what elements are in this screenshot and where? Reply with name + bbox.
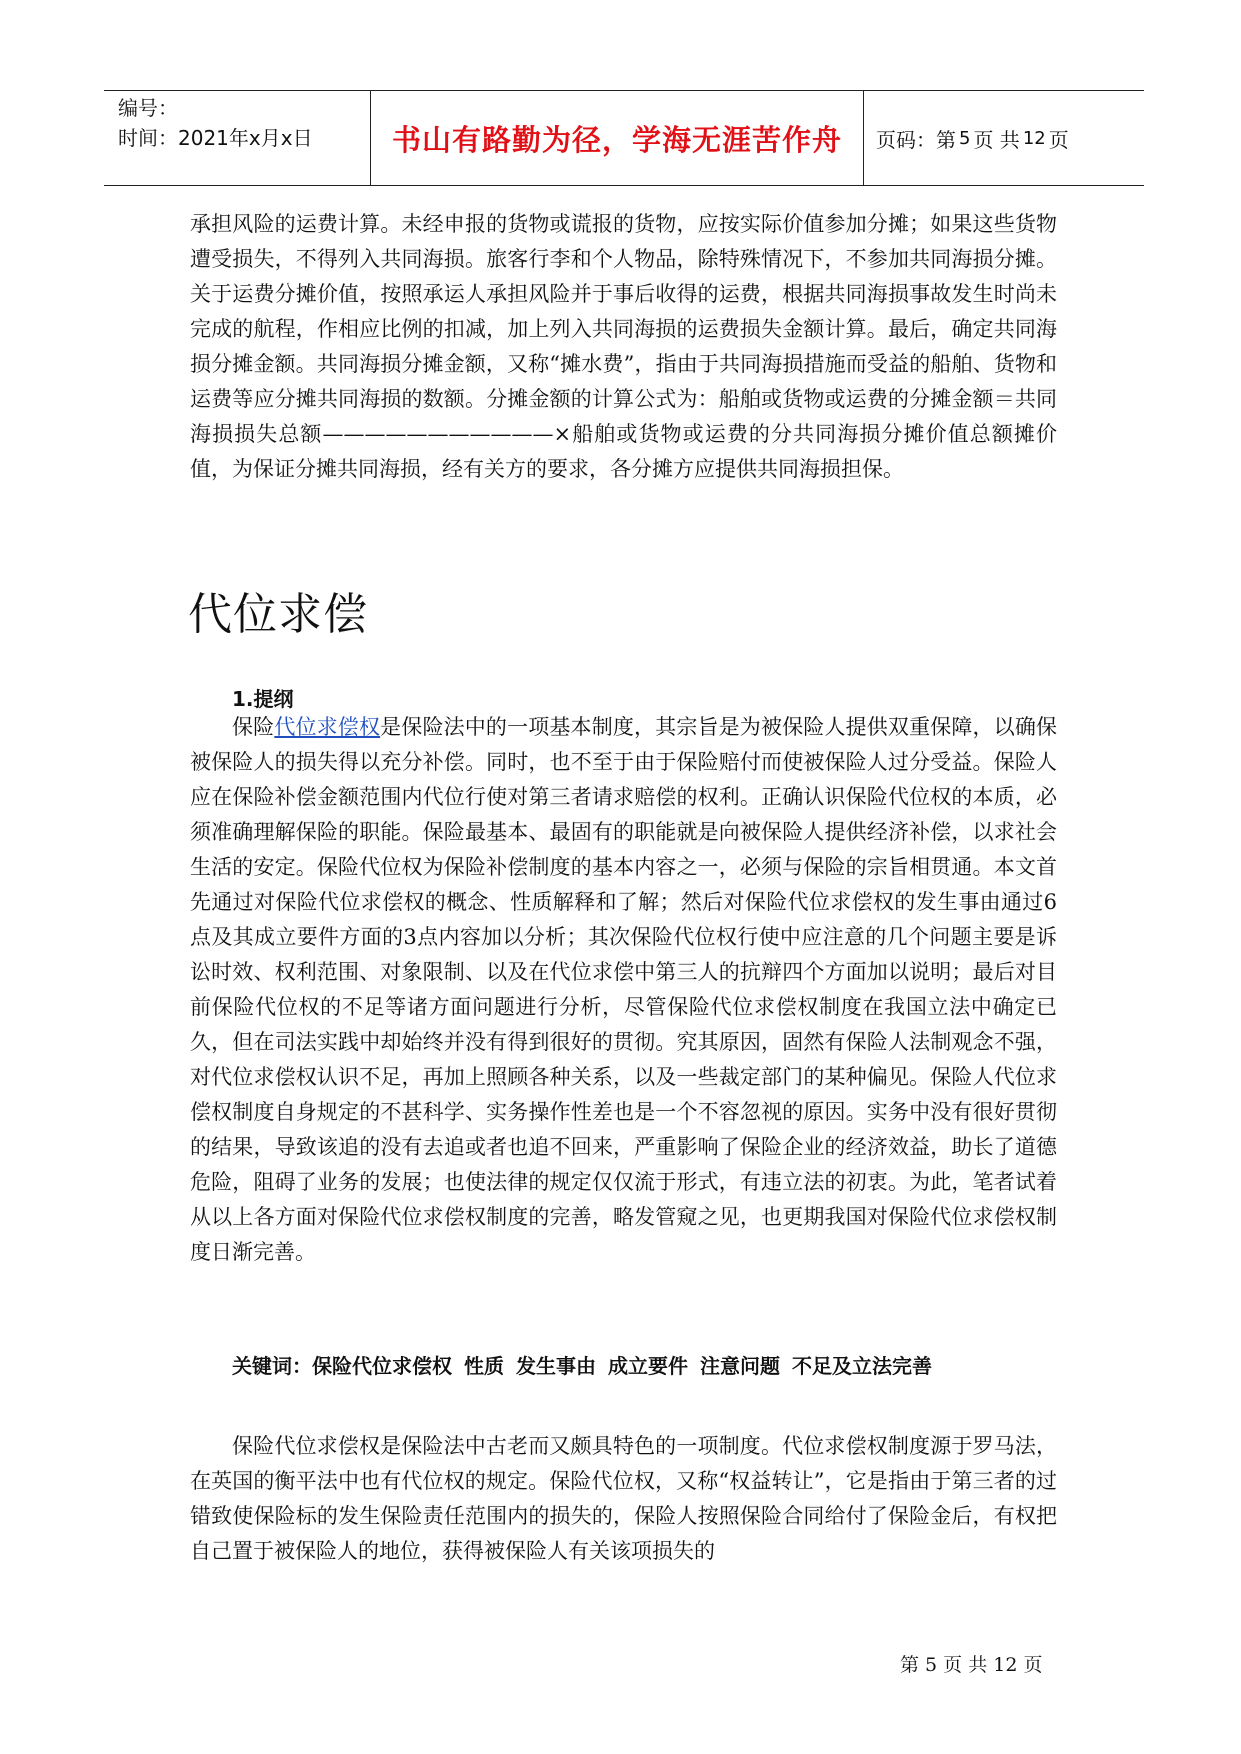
page-prefix: 页码：第 [876, 127, 956, 152]
header-page-info [876, 91, 1069, 185]
page-footer: 第 5 页 共 12 页 [900, 1654, 1043, 1676]
header-meta [118, 93, 368, 153]
document-date: 时间：2021年x月x日 [118, 126, 313, 150]
keyword: 不足及立法完善 [792, 1354, 932, 1378]
paragraph-text: 承担风险的运费计算。未经申报的货物或谎报的货物，应按实际价值参加分摊；如果这些货物遭受损失，不得列入共同海损。旅客行李和个人物品，除特殊情况下，不参加共同海损分摊。关于运费分摊价值，按照承运人承担风险并于事后收得的运费，根据共同海损事故发生时尚未完成的航程，作相应比例的扣减，加上列入共同海损的运费损失金额计算。最后，确定共同海损分摊金额。共同海损分摊金额，又称“摊水费”，指由于共同海损措施而受益的船舶、货物和运费等应分摊共同海损的数额。分摊金额的计算公式为：船舶或货物或运费的分摊金额＝共同海损损失总额———————————×船舶或货物或运费的分共同海损分摊价值总额摊价值，为保证分摊共同海损，经有关方的要求，各分摊方应提供共同海损担保。 [190, 212, 1057, 481]
keyword: 性质 [464, 1354, 504, 1378]
page-total: 12 [1022, 127, 1046, 149]
page-mid: 页 共 [973, 127, 1020, 152]
outline-text [190, 710, 1057, 1270]
section-title: 代位求偿 [188, 589, 368, 640]
paragraph-text: 保险代位求偿权是保险法中古老而又颇具特色的一项制度。代位求偿权制度源于罗马法，在英国的衡平法中也有代位权的规定。保险代位权，又称“权益转让”，它是指由于第三者的过错致使保险标的发生保险责任范围内的损失的，保险人按照保险合同给付了保险金后，有权把自己置于被保险人的地位，获得被保险人有关该项损失的 [190, 1434, 1057, 1563]
keywords-label: 关键词： [232, 1354, 312, 1378]
header-divider [863, 91, 864, 185]
keyword: 注意问题 [700, 1354, 780, 1378]
document-number-label: 编号： [118, 96, 178, 120]
header-motto: 书山有路勤为径，学海无涯苦作舟 [391, 122, 842, 157]
outline-text-body: 是保险法中的一项基本制度，其宗旨是为被保险人提供双重保障，以确保被保险人的损失得以充分补偿。同时，也不至于由于保险赔付而使被保险人过分受益。保险人应在保险补偿金额范围内代位行使对第三者请求赔偿的权利。正确认识保险代位权的本质，必须准确理解保险的职能。保险最基本、最固有的职能就是向被保险人提供经济补偿，以求社会生活的安定。保险代位权为保险补偿制度的基本内容之一，必须与保险的宗旨相贯通。本文首先通过对保险代位求偿权的概念、性质解释和了解；然后对保险代位求偿权的发生事由通过6点及其成立要件方面的3点内容加以分析；其次保险代位权行使中应注意的几个问题主要是诉讼时效、权利范围、对象限制、以及在代位求偿中第三人的抗辩四个方面加以说明；最后对目前保险代位权的不足等诸方面问题进行分析，尽管保险代位求偿权制度在我国立法中确定已久，但在司法实践中却始终并没有得到很好的贯彻。究其原因，固然有保险人法制观念不强，对代位求偿权认识不足，再加上照顾各种关系，以及一些裁定部门的某种偏见。保险人代位求偿权制度自身规定的不甚科学、实务操作性差也是一个不容忽视的原因。实务中没有很好贯彻的结果，导致该追的没有去追或者也追不回来，严重影响了保险企业的经济效益，助长了道德危险，阻碍了业务的发展；也使法律的规定仅仅流于形式，有违立法的初衷。为此，笔者试着从以上各方面对保险代位求偿权制度的完善，略发管窥之见，也更期我国对保险代位求偿权制度日渐完善。 [190, 715, 1058, 1264]
keywords-line [232, 1350, 932, 1379]
header-divider [370, 91, 371, 185]
body-paragraph [190, 1429, 1057, 1569]
outline-paragraph [190, 710, 1057, 1270]
keyword: 保险代位求偿权 [312, 1354, 452, 1378]
subrogation-link[interactable]: 代位求偿权 [274, 715, 381, 739]
keyword: 成立要件 [608, 1354, 688, 1378]
body-paragraph-continued [190, 207, 1057, 487]
outline-heading: 1.提纲 [232, 687, 294, 711]
page-suffix: 页 [1048, 127, 1069, 152]
document-header [104, 90, 1144, 186]
keyword: 发生事由 [516, 1354, 596, 1378]
page-current: 5 [959, 127, 971, 149]
outline-text-prefix: 保险 [232, 715, 275, 739]
